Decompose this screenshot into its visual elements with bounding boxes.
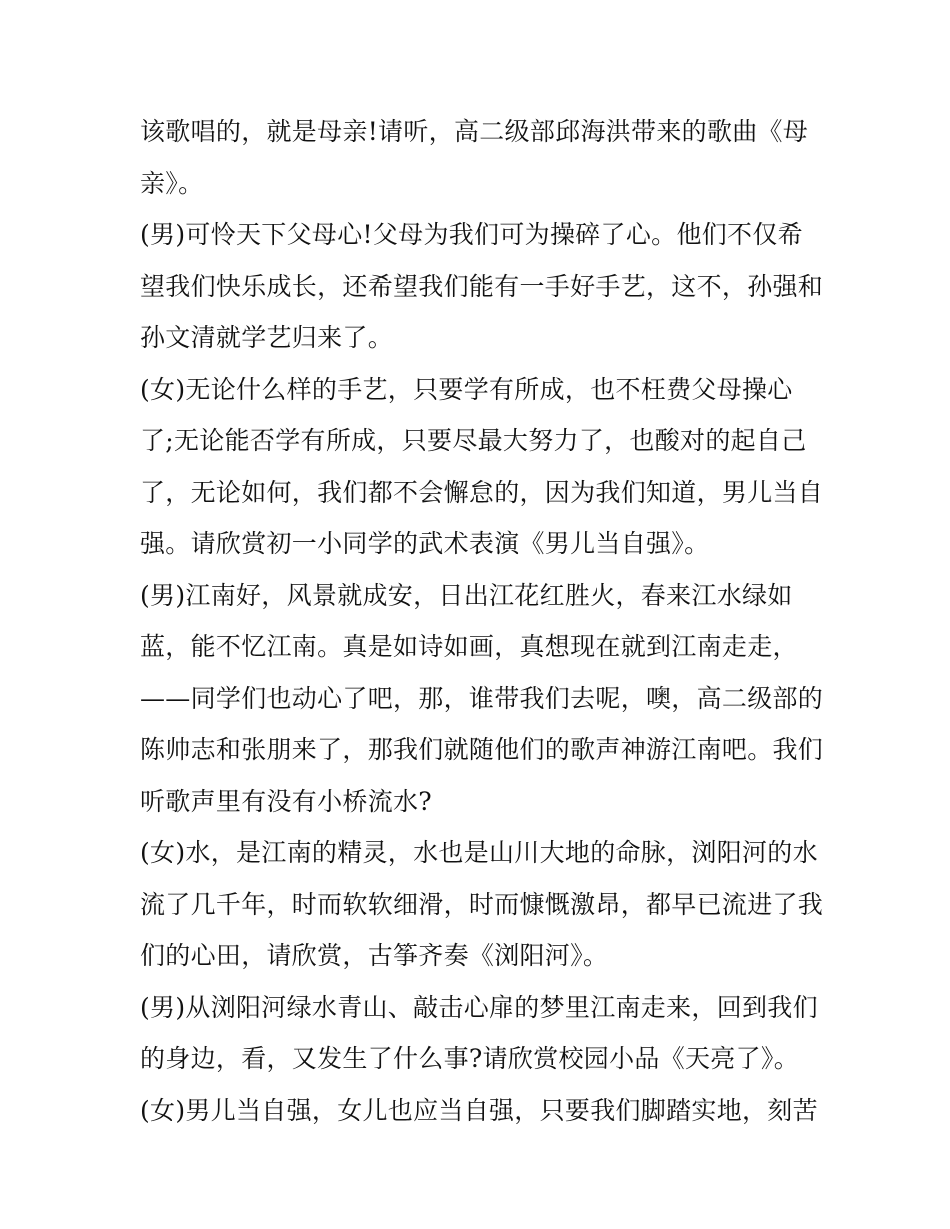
text-line: 望我们快乐成长，还希望我们能有一手好手艺，这不，孙强和 (140, 271, 824, 301)
text-line: 强。请欣赏初一小同学的武术表演《男儿当自强》。 (140, 529, 710, 558)
text-line: ——同学们也动心了吧，那，谁带我们去呢，噢，高二级部的 (140, 683, 824, 713)
text-line: 孙文清就学艺归来了。 (140, 323, 394, 352)
text-line: 了，无论如何，我们都不会懈怠的，因为我们知道，男儿当自 (140, 477, 824, 507)
text-line: (男)从浏阳河绿水青山、敲击心扉的梦里江南走来，回到我们 (140, 992, 818, 1022)
text-line: 亲》。 (140, 168, 204, 198)
text-line: 陈帅志和张朋来了，那我们就随他们的歌声神游江南吧。我们 (140, 735, 824, 764)
document-body (140, 106, 824, 1136)
text-line: (女)无论什么样的手艺，只要学有所成，也不枉费父母操心 (140, 374, 793, 404)
text-line: (女)男儿当自强，女儿也应当自强，只要我们脚踏实地，刻苦 (140, 1095, 818, 1125)
text-line: 了;无论能否学有所成，只要尽最大努力了，也酸对的起自己 (140, 426, 807, 455)
text-line: 听歌声里有没有小桥流水? (140, 786, 433, 816)
text-line: 该歌唱的，就是母亲!请听，高二级部邱海洪带来的歌曲《母 (140, 117, 809, 146)
text-line: (男)江南好，风景就成安，日出江花红胜火，春来江水绿如 (140, 580, 793, 610)
text-line: (女)水，是江南的精灵，水也是山川大地的命脉，浏阳河的水 (140, 838, 818, 867)
text-line: 的身边，看，又发生了什么事?请欣赏校园小品《天亮了》。 (140, 1044, 800, 1073)
text-line: 蓝，能不忆江南。真是如诗如画，真想现在就到江南走走， (140, 632, 798, 661)
text-line: 流了几千年，时而软软细滑，时而慷慨激昂，都早已流进了我 (140, 889, 824, 919)
text-line: (男)可怜天下父母心!父母为我们可为操碎了心。他们不仅希 (140, 220, 803, 249)
text-line: 们的心田，请欣赏，古筝齐奏《浏阳河》。 (140, 941, 609, 970)
